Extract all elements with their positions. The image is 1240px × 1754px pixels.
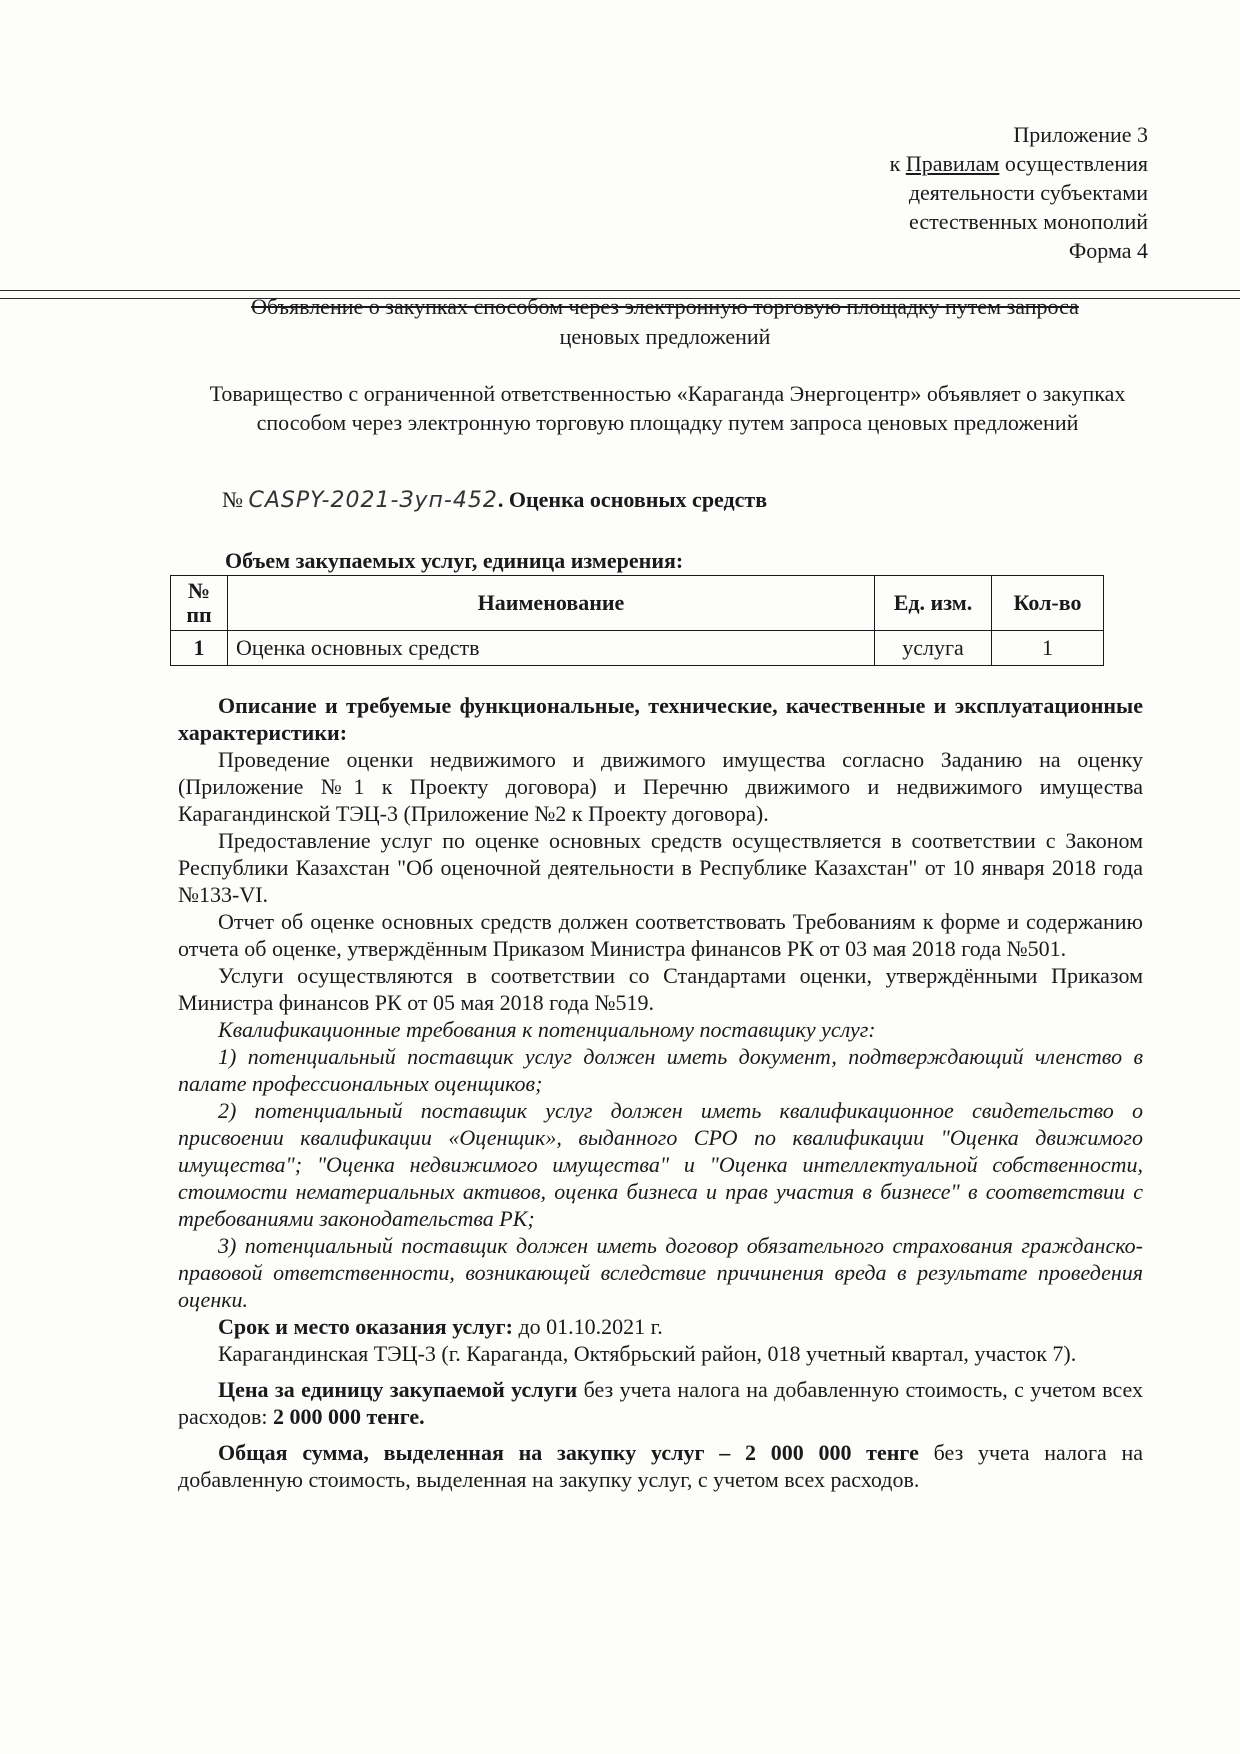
volume-title: Объем закупаемых услуг, единица измерения: — [225, 548, 684, 573]
total-amount: 2 000 000 тенге — [744, 1440, 919, 1465]
price-amount: 2 000 000 тенге. — [272, 1404, 425, 1429]
services-table — [170, 575, 1104, 666]
terms-deadline: до 01.10.2021 г. — [512, 1314, 663, 1339]
procurement-subject: . Оценка основных средств — [497, 487, 768, 512]
description-title: Описание и требуемые функциональные, технические, качественные и эксплуатационные характеристики: — [178, 693, 1143, 745]
cell-num: 1 — [171, 631, 228, 666]
description-paragraph-2: Предоставление услуг по оценке основных средств осуществляется в соответствии с Законом Республики Казахстан "Об оценочной деятельности в Республике Казахстан" от 10 января 2018 года №133-VI. — [178, 828, 1143, 907]
number-sign: № — [222, 487, 243, 512]
handwritten-number: CASPY-2021-Зуп-452 — [248, 488, 498, 513]
document-body — [178, 692, 1143, 1493]
table-row — [171, 631, 1104, 666]
appendix-line-1: Приложение 3 — [1013, 122, 1148, 147]
appendix-line-4: естественных монополий — [909, 209, 1148, 234]
table-header-row — [171, 576, 1104, 631]
announcement-title — [190, 292, 1140, 352]
announcement-title-cont: ценовых предложений — [559, 324, 771, 349]
terms-line — [178, 1313, 1143, 1340]
price-paragraph — [178, 1376, 1143, 1430]
rules-link[interactable]: Правилам — [905, 151, 1000, 176]
appendix-line-3: деятельности субъектами — [908, 180, 1148, 205]
appendix-line-2 — [890, 149, 1148, 178]
description-paragraph-1: Проведение оценки недвижимого и движимого имущества согласно Заданию на оценку (Приложение №1 к Проекту договора) и Перечню движимого и недвижимого имущества Карагандинской ТЭЦ-3 (Приложение №2 к Проекту договора). — [178, 747, 1143, 826]
description-paragraph-4: Услуги осуществляются в соответствии со Стандартами оценки, утверждёнными Приказом Министра финансов РК от 05 мая 2018 года №519. — [178, 963, 1143, 1015]
announcement-title-struck: Объявление о закупках способом через электронную торговую площадку путем запроса — [251, 294, 1079, 319]
cell-unit: услуга — [875, 631, 992, 666]
total-paragraph — [178, 1439, 1143, 1493]
scan-rule-top — [0, 290, 1240, 291]
total-dash: – — [704, 1440, 745, 1465]
col-header-name: Наименование — [228, 576, 875, 631]
qualification-item-1: 1) потенциальный поставщик услуг должен иметь документ, подтверждающий членство в палате профессиональных оценщиков; — [178, 1044, 1143, 1096]
appendix-line-2-suffix: осуществления — [999, 151, 1148, 176]
price-label: Цена за единицу закупаемой услуги — [218, 1377, 578, 1402]
col-header-num: № пп — [171, 576, 228, 631]
qualification-item-2: 2) потенциальный поставщик услуг должен иметь квалификационное свидетельство о присвоении квалификации «Оценщик», выданного СРО по квалификации "Оценка движимого имущества"; "Оценка недвижимого имущества" и "Оценка интеллектуальной собственности, стоимости нематериальных активов, оценка бизнеса и прав участия в бизнесе" в соответствии с требованиями законодательства РК; — [178, 1098, 1143, 1231]
total-label: Общая сумма, выделенная на закупку услуг — [218, 1440, 705, 1465]
intro-paragraph: Товарищество с ограниченной ответственностью «Караганда Энергоцентр» объявляет о закупках способом через электронную торговую площадку путем запроса ценовых предложений — [209, 381, 1126, 435]
appendix-header — [890, 120, 1148, 265]
price-text: без учета налога на добавленную стоимость, с учетом всех расходов: — [178, 1377, 1143, 1429]
form-number: Форма 4 — [1068, 238, 1148, 263]
qualification-title: Квалификационные требования к потенциальному поставщику услуг: — [218, 1017, 876, 1042]
appendix-line-2-prefix: к — [889, 151, 906, 176]
terms-place: Карагандинская ТЭЦ-3 (г. Караганда, Октябрьский район, 018 учетный квартал, участок 7). — [218, 1341, 1077, 1366]
procurement-number — [222, 487, 767, 513]
total-text: без учета налога на добавленную стоимость, выделенная на закупку услуг, с учетом всех расходов. — [178, 1440, 1144, 1492]
qualification-item-3: 3) потенциальный поставщик должен иметь договор обязательного страхования гражданско-правовой ответственности, возникающей вследствие причинения вреда в результате проведения оценки. — [178, 1233, 1143, 1312]
col-header-qty: Кол-во — [992, 576, 1104, 631]
col-header-unit: Ед. изм. — [875, 576, 992, 631]
description-paragraph-3: Отчет об оценке основных средств должен соответствовать Требованиям к форме и содержанию отчета об оценке, утверждённым Приказом Министра финансов РК от 03 мая 2018 года №501. — [178, 909, 1143, 961]
cell-name: Оценка основных средств — [228, 631, 875, 666]
terms-label: Срок и место оказания услуг: — [218, 1314, 513, 1339]
cell-qty: 1 — [992, 631, 1104, 666]
